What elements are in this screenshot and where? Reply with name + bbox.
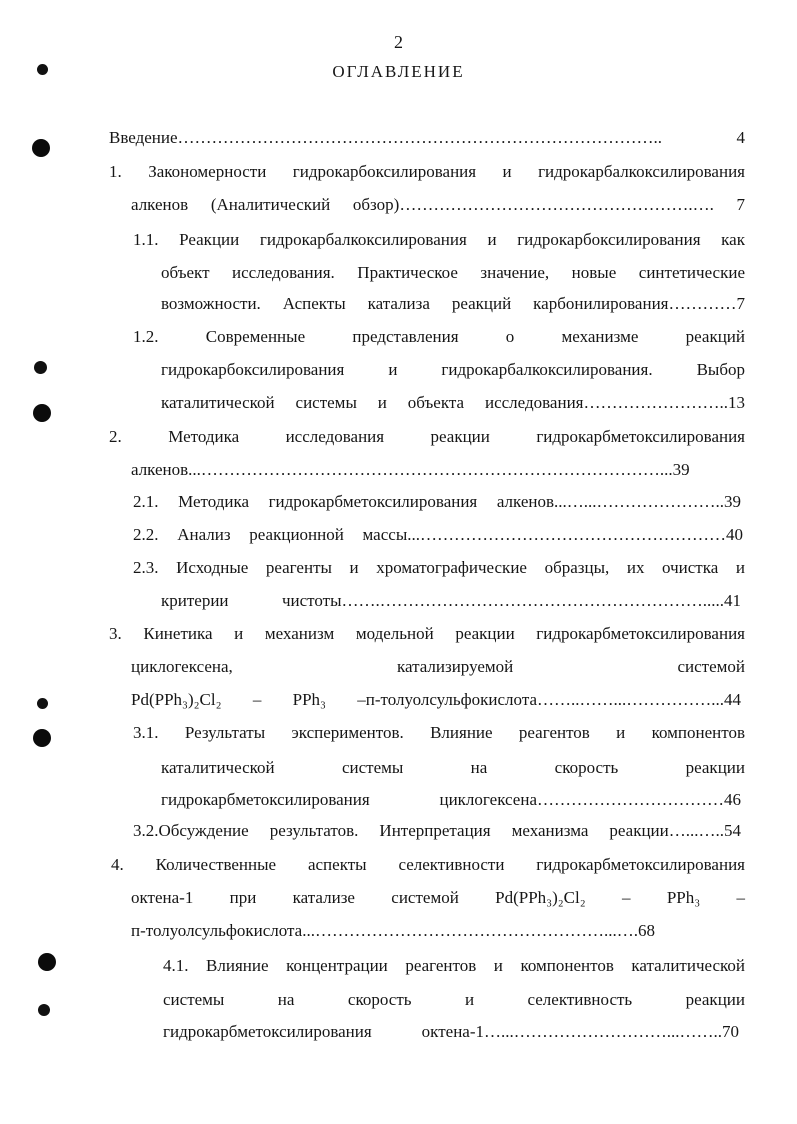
toc-3-1-line1: 3.1. Результаты экспериментов. Влияние реагентов и компонентов <box>133 723 745 742</box>
toc-4-1-line1: 4.1. Влияние концентрации реагентов и компонентов каталитической <box>163 956 745 975</box>
toc-ch4-line2: октена-1 при катализе системой Pd(PPh₃)₂Cl₂ – PPh₃ – <box>131 888 745 907</box>
toc-2-1: 2.1. Методика гидрокарбметоксилирования алкенов...…...…………………..39 <box>133 492 741 511</box>
toc-ch3-line2: циклогексена, катализируемой системой <box>131 657 745 676</box>
toc-ch3-line3: Pd(PPh₃)₂Cl₂ – PPh₃ –п-толуолсульфокислота……..……...……………...44 <box>131 690 741 709</box>
toc-3-1-line3: гидрокарбметоксилирования циклогексена……………………………46 <box>161 790 741 809</box>
binder-hole <box>33 729 51 747</box>
toc-3-2: 3.2.Обсуждение результатов. Интерпретация механизма реакции…...…..54 <box>133 821 741 840</box>
binder-hole <box>32 139 50 157</box>
toc-2-3-line2: критерии чистоты…….………………………………………………….....41 <box>161 591 741 610</box>
toc-ch1-line2: алкенов (Аналитический обзор)…………………………………………….…. 7 <box>131 195 745 214</box>
toc-3-1-line2: каталитической системы на скорость реакции <box>161 758 745 777</box>
toc-title: ОГЛАВЛЕНИЕ <box>332 62 465 81</box>
scan-mark <box>37 698 48 709</box>
toc-ch3-line1: 3. Кинетика и механизм модельной реакции гидрокарбметоксилирования <box>109 624 745 643</box>
binder-hole <box>33 404 51 422</box>
scan-mark <box>34 361 47 374</box>
toc-4-1-line3: гидрокарбметоксилирования октена-1…...………………………...……..70 <box>163 1022 739 1041</box>
toc-1-2-line2: гидрокарбоксилирования и гидрокарбалкоксилирования. Выбор <box>161 360 745 379</box>
toc-ch2-line2: алкенов...………………………………………………………………………...39 <box>131 460 690 479</box>
toc-2-3-line1: 2.3. Исходные реагенты и хроматографические образцы, их очистка и <box>133 558 745 577</box>
toc-2-2: 2.2. Анализ реакционной массы...………………………………………………40 <box>133 525 743 544</box>
toc-ch1-line1: 1. Закономерности гидрокарбоксилирования и гидрокарбалкоксилирования <box>109 162 745 181</box>
binder-hole <box>38 953 56 971</box>
toc-ch2-line1: 2. Методика исследования реакции гидрокарбметоксилирования <box>109 427 745 446</box>
toc-1-2-line3: каталитической системы и объекта исследования……………………..13 <box>161 393 745 412</box>
scan-mark <box>37 64 48 75</box>
toc-1-1-line3: возможности. Аспекты катализа реакций карбонилирования…………7 <box>161 294 745 313</box>
toc-1-1-line1: 1.1. Реакции гидрокарбалкоксилирования и гидрокарбоксилирования как <box>133 230 745 249</box>
toc-ch4-line1: 4. Количественные аспекты селективности гидрокарбметоксилирования <box>111 855 745 874</box>
toc-1-1-line2: объект исследования. Практическое значение, новые синтетические <box>161 263 745 282</box>
toc-intro: Введение………………………………………………………………………….. 4 <box>109 128 745 147</box>
scan-mark <box>38 1004 50 1016</box>
toc-4-1-line2: системы на скорость и селективность реакции <box>163 990 745 1009</box>
toc-1-2-line1: 1.2. Современные представления о механизме реакций <box>133 327 745 346</box>
page-number: 2 <box>394 32 403 52</box>
toc-ch4-line3: п-толуолсульфокислота...……………………………………………...….68 <box>131 921 655 940</box>
